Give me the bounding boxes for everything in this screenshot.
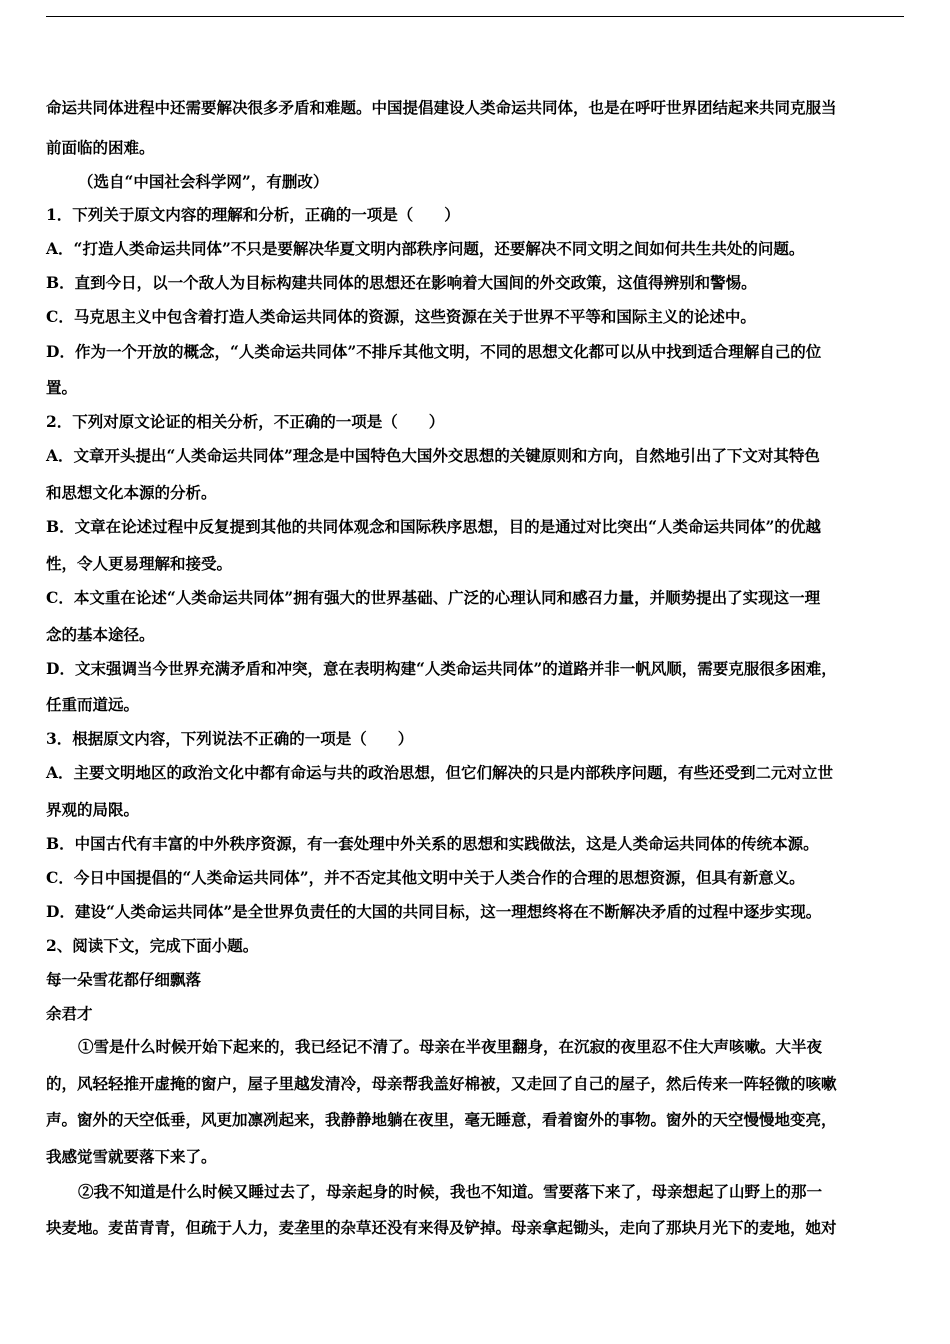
q1-option-b: B．直到今日，以一个敌人为目标构建共同体的思想还在影响着大国间的外交政策，这值得辨别和警惕。 bbox=[46, 273, 757, 292]
q2-option-d: D．文末强调当今世界充满矛盾和冲突，意在表明构建“人类命运共同体”的道路并非一帆风顺，需要克服很多困难， bbox=[46, 659, 837, 678]
q3-option-a: A．主要文明地区的政治文化中都有命运与共的政治思想，但它们解决的只是内部秩序问题，有些还受到二元对立世 bbox=[46, 763, 834, 782]
question-2: 2．下列对原文论证的相关分析，不正确的一项是（ ） bbox=[46, 412, 445, 431]
question-1: 1．下列关于原文内容的理解和分析，正确的一项是（ ） bbox=[46, 205, 460, 224]
text-line: 命运共同体进程中还需要解决很多矛盾和难题。中国提倡建设人类命运共同体，也是在呼吁世界团结起来共同克服当 bbox=[46, 98, 837, 117]
paragraph-1-cont: 我感觉雪就要落下来了。 bbox=[46, 1147, 217, 1166]
article-title: 每一朵雪花都仔细飘落 bbox=[46, 970, 202, 989]
paragraph-1-cont: 的，风轻轻推开虚掩的窗户，屋子里越发清冷，母亲帮我盖好棉被，又走回了自己的屋子，然后传来一阵轻微的咳嗽 bbox=[46, 1074, 837, 1093]
paragraph-2: ②我不知道是什么时候又睡过去了，母亲起身的时候，我也不知道。雪要落下来了，母亲想起了山野上的那一 bbox=[78, 1182, 823, 1201]
q2-option-a-cont: 和思想文化本源的分析。 bbox=[46, 483, 217, 502]
q1-option-d-cont: 置。 bbox=[46, 378, 78, 397]
article-author: 余君才 bbox=[46, 1004, 93, 1023]
q2-option-b-cont: 性，令人更易理解和接受。 bbox=[46, 554, 233, 573]
paragraph-1-cont: 声。窗外的天空低垂，风更加凛冽起来，我静静地躺在夜里，毫无睡意，看着窗外的事物。窗外的天空慢慢地变亮， bbox=[46, 1110, 837, 1129]
header-rule bbox=[46, 16, 904, 17]
q2-option-c-cont: 念的基本途径。 bbox=[46, 625, 155, 644]
question-3: 3．根据原文内容，下列说法不正确的一项是（ ） bbox=[46, 729, 414, 748]
paragraph-1: ①雪是什么时候开始下起来的，我已经记不清了。母亲在半夜里翻身，在沉寂的夜里忍不住大声咳嗽。大半夜 bbox=[78, 1037, 823, 1056]
q3-option-d: D．建设“人类命运共同体”是全世界负责任的大国的共同目标，这一理想终将在不断解决矛盾的过程中逐步实现。 bbox=[46, 902, 822, 921]
q1-option-d: D．作为一个开放的概念，“人类命运共同体”不排斥其他文明，不同的思想文化都可以从中找到适合理解自己的位 bbox=[46, 342, 822, 361]
section-heading: 2、阅读下文，完成下面小题。 bbox=[46, 936, 259, 955]
q1-option-a: A．“打造人类命运共同体”不只是要解决华夏文明内部秩序问题，还要解决不同文明之间如何共生共处的问题。 bbox=[46, 239, 805, 258]
q3-option-a-cont: 界观的局限。 bbox=[46, 800, 140, 819]
paragraph-2-cont: 块麦地。麦苗青青，但疏于人力，麦垄里的杂草还没有来得及铲掉。母亲拿起锄头，走向了那块月光下的麦地，她对 bbox=[46, 1218, 837, 1237]
q3-option-c: C．今日中国提倡的“人类命运共同体”，并不否定其他文明中关于人类合作的合理的思想资源，但具有新意义。 bbox=[46, 868, 805, 887]
q2-option-d-cont: 任重而道远。 bbox=[46, 695, 140, 714]
q2-option-c: C．本文重在论述“人类命运共同体”拥有强大的世界基础、广泛的心理认同和感召力量，并顺势提出了实现这一理 bbox=[46, 588, 821, 607]
q3-option-b: B．中国古代有丰富的中外秩序资源，有一套处理中外关系的思想和实践做法，这是人类命运共同体的传统本源。 bbox=[46, 834, 819, 853]
text-line: 前面临的困难。 bbox=[46, 138, 155, 157]
source-note: （选自“中国社会科学网”，有删改） bbox=[78, 172, 329, 191]
q2-option-a: A．文章开头提出“人类命运共同体”理念是中国特色大国外交思想的关键原则和方向，自然地引出了下文对其特色 bbox=[46, 446, 820, 465]
q1-option-c: C．马克思主义中包含着打造人类命运共同体的资源，这些资源在关于世界不平等和国际主义的论述中。 bbox=[46, 307, 756, 326]
q2-option-b: B．文章在论述过程中反复提到其他的共同体观念和国际秩序思想，目的是通过对比突出“人类命运共同体”的优越 bbox=[46, 517, 821, 536]
